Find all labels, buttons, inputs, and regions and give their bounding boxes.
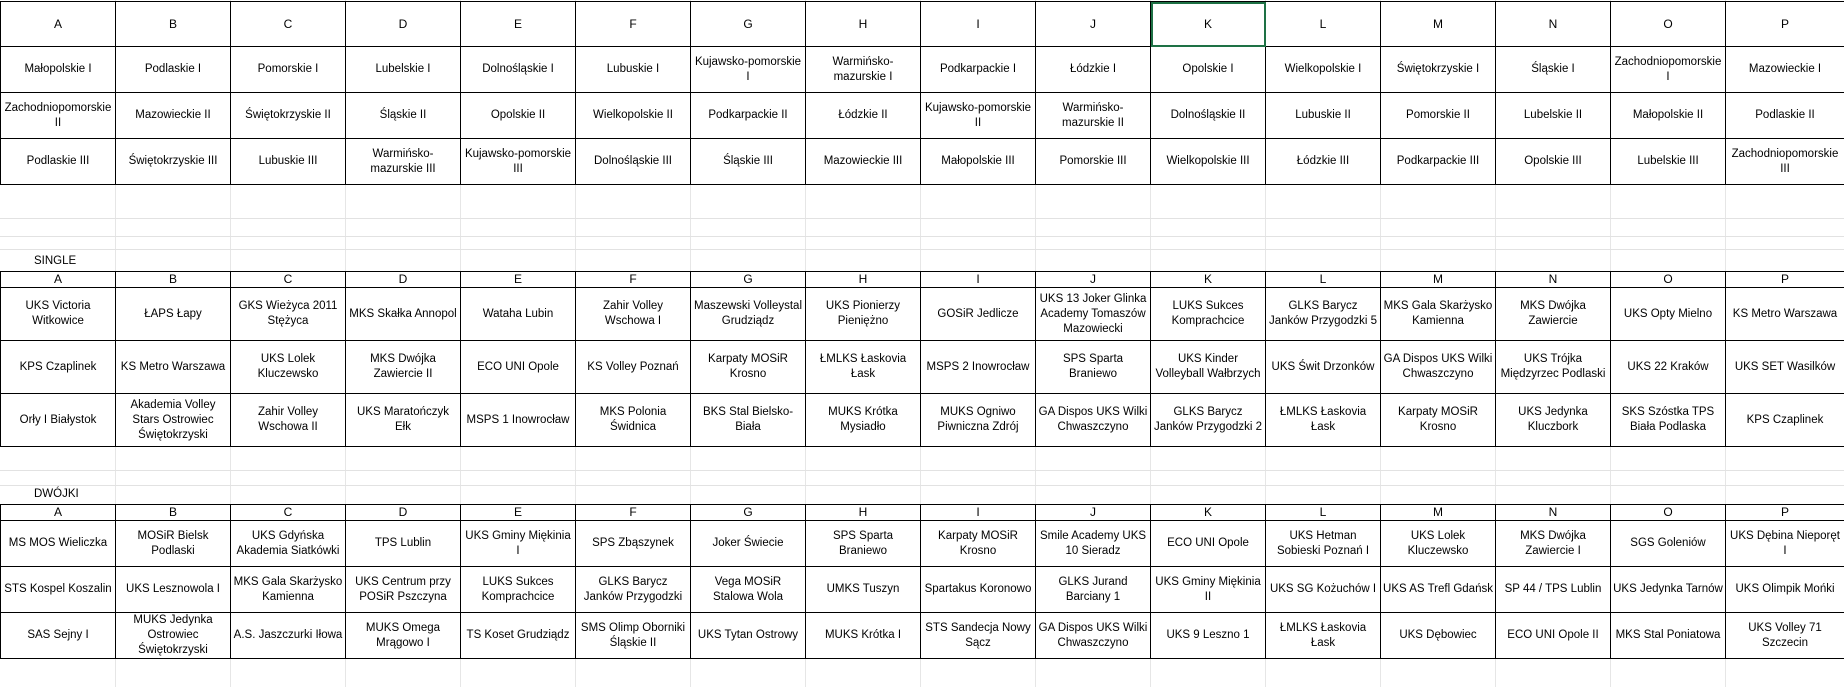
single-cell[interactable]: GLKS Barycz Janków Przygodzki 2 <box>1151 394 1266 447</box>
regions-cell[interactable]: Kujawsko-pomorskie I <box>691 47 806 93</box>
dwojki-cell[interactable]: UKS Hetman Sobieski Poznań I <box>1266 521 1381 567</box>
dwojki-cell[interactable]: UKS Lolek Kluczewsko <box>1381 521 1496 567</box>
dwojki-column-header[interactable]: J <box>1036 505 1151 521</box>
regions-cell[interactable]: Pomorskie II <box>1381 93 1496 139</box>
regions-cell[interactable]: Podlaskie II <box>1726 93 1844 139</box>
single-cell[interactable]: Zahir Volley Wschowa II <box>231 394 346 447</box>
single-header-row <box>1 272 1844 288</box>
dwojki-cell[interactable]: MUKS Krótka I <box>806 613 921 659</box>
single-cell[interactable]: UKS 13 Joker Glinka Academy Tomaszów Mazowiecki <box>1036 288 1151 341</box>
dwojki-cell[interactable]: ECO UNI Opole II <box>1496 613 1611 659</box>
single-cell[interactable]: UKS Opty Mielno <box>1611 288 1726 341</box>
dwojki-cell[interactable]: Vega MOSiR Stalowa Wola <box>691 567 806 613</box>
dwojki-column-header[interactable]: K <box>1151 505 1266 521</box>
dwojki-section-label: DWÓJKI <box>34 488 79 500</box>
dwojki-cell[interactable]: UKS Olimpik Mońki <box>1726 567 1844 613</box>
single-cell[interactable]: ŁMLKS Łaskovia Łask <box>806 341 921 394</box>
single-cell[interactable]: SKS Szóstka TPS Biała Podlaska <box>1611 394 1726 447</box>
regions-row <box>1 93 1844 139</box>
single-cell[interactable]: KS Volley Poznań <box>576 341 691 394</box>
dwojki-column-header[interactable]: M <box>1381 505 1496 521</box>
regions-cell[interactable]: Warmińsko-mazurskie II <box>1036 93 1151 139</box>
single-column-header[interactable]: E <box>461 272 576 288</box>
single-column-header[interactable]: N <box>1496 272 1611 288</box>
dwojki-cell[interactable]: MUKS Jedynka Ostrowiec Świętokrzyski <box>116 613 231 659</box>
regions-column-header[interactable]: G <box>691 2 806 47</box>
regions-cell[interactable]: Dolnośląskie III <box>576 139 691 185</box>
single-cell[interactable]: MSPS 2 Inowrocław <box>921 341 1036 394</box>
regions-cell[interactable]: Małopolskie I <box>1 47 116 93</box>
dwojki-column-header[interactable]: P <box>1726 505 1844 521</box>
dwojki-cell[interactable]: UMKS Tuszyn <box>806 567 921 613</box>
single-cell[interactable]: MUKS Ogniwo Piwniczna Zdrój <box>921 394 1036 447</box>
regions-cell[interactable]: Mazowieckie I <box>1726 47 1844 93</box>
regions-cell[interactable]: Małopolskie III <box>921 139 1036 185</box>
dwojki-cell[interactable]: MOSiR Bielsk Podlaski <box>116 521 231 567</box>
single-cell[interactable]: KS Metro Warszawa <box>1726 288 1844 341</box>
dwojki-column-header[interactable]: D <box>346 505 461 521</box>
single-column-header[interactable]: C <box>231 272 346 288</box>
single-cell[interactable]: GA Dispos UKS Wilki Chwaszczyno <box>1036 394 1151 447</box>
single-column-header[interactable]: I <box>921 272 1036 288</box>
single-cell[interactable]: KPS Czaplinek <box>1726 394 1844 447</box>
regions-cell[interactable]: Śląskie II <box>346 93 461 139</box>
single-cell[interactable]: UKS SET Wasilków <box>1726 341 1844 394</box>
regions-cell[interactable]: Opolskie I <box>1151 47 1266 93</box>
regions-cell[interactable]: Podkarpackie I <box>921 47 1036 93</box>
single-cell[interactable]: LUKS Sukces Komprachcice <box>1151 288 1266 341</box>
regions-cell[interactable]: Kujawsko-pomorskie III <box>461 139 576 185</box>
dwojki-cell[interactable]: Joker Świecie <box>691 521 806 567</box>
dwojki-cell[interactable]: SPS Sparta Braniewo <box>806 521 921 567</box>
dwojki-cell[interactable]: SGS Goleniów <box>1611 521 1726 567</box>
single-column-header[interactable]: M <box>1381 272 1496 288</box>
single-column-header[interactable]: A <box>1 272 116 288</box>
dwojki-cell[interactable]: UKS Dębina Nieporęt I <box>1726 521 1844 567</box>
single-cell[interactable]: MKS Skałka Annopol <box>346 288 461 341</box>
regions-column-header[interactable]: D <box>346 2 461 47</box>
dwojki-cell[interactable]: TPS Lublin <box>346 521 461 567</box>
dwojki-cell[interactable]: SPS Zbąszynek <box>576 521 691 567</box>
dwojki-cell[interactable]: MKS Dwójka Zawiercie I <box>1496 521 1611 567</box>
dwojki-column-header[interactable]: E <box>461 505 576 521</box>
regions-cell[interactable]: Pomorskie III <box>1036 139 1151 185</box>
dwojki-column-header[interactable]: H <box>806 505 921 521</box>
empty-row <box>0 236 1844 237</box>
single-column-header[interactable]: J <box>1036 272 1151 288</box>
single-cell[interactable]: Maszewski Volleystal Grudziądz <box>691 288 806 341</box>
single-cell[interactable]: UKS Lolek Kluczewsko <box>231 341 346 394</box>
dwojki-cell[interactable]: UKS 9 Leszno 1 <box>1151 613 1266 659</box>
regions-cell[interactable]: Lubuskie I <box>576 47 691 93</box>
dwojki-column-header[interactable]: O <box>1611 505 1726 521</box>
single-cell[interactable]: MKS Dwójka Zawiercie <box>1496 288 1611 341</box>
regions-cell[interactable]: Lubelskie II <box>1496 93 1611 139</box>
dwojki-cell[interactable]: GLKS Barycz Janków Przygodzki <box>576 567 691 613</box>
single-column-header[interactable]: L <box>1266 272 1381 288</box>
dwojki-cell[interactable]: SAS Sejny I <box>1 613 116 659</box>
single-cell[interactable]: GOSiR Jedlicze <box>921 288 1036 341</box>
dwojki-header-row <box>1 505 1844 521</box>
empty-row <box>0 485 1844 486</box>
regions-cell[interactable]: Wielkopolskie III <box>1151 139 1266 185</box>
regions-column-header[interactable]: B <box>116 2 231 47</box>
dwojki-row <box>1 613 1844 659</box>
regions-column-header[interactable]: F <box>576 2 691 47</box>
single-cell[interactable]: Wataha Lubin <box>461 288 576 341</box>
regions-cell[interactable]: Lubelskie III <box>1611 139 1726 185</box>
regions-cell[interactable]: Wielkopolskie II <box>576 93 691 139</box>
empty-row <box>0 218 1844 219</box>
single-row <box>1 341 1844 394</box>
regions-column-header[interactable]: L <box>1266 2 1381 47</box>
single-cell[interactable]: KPS Czaplinek <box>1 341 116 394</box>
dwojki-cell[interactable]: UKS Centrum przy POSiR Pszczyna <box>346 567 461 613</box>
dwojki-cell[interactable]: UKS Tytan Ostrowy <box>691 613 806 659</box>
dwojki-cell[interactable]: UKS Jedynka Tarnów <box>1611 567 1726 613</box>
dwojki-cell[interactable]: A.S. Jaszczurki Iłowa <box>231 613 346 659</box>
dwojki-cell[interactable]: Karpaty MOSiR Krosno <box>921 521 1036 567</box>
single-row <box>1 394 1844 447</box>
single-cell[interactable]: UKS Trójka Międzyrzec Podlaski <box>1496 341 1611 394</box>
dwojki-column-header[interactable]: L <box>1266 505 1381 521</box>
dwojki-cell[interactable]: UKS Gminy Miękinia I <box>461 521 576 567</box>
single-cell[interactable]: GLKS Barycz Janków Przygodzki 5 <box>1266 288 1381 341</box>
dwojki-column-header[interactable]: C <box>231 505 346 521</box>
single-column-header[interactable]: P <box>1726 272 1844 288</box>
regions-cell[interactable]: Podlaskie I <box>116 47 231 93</box>
dwojki-cell[interactable]: GA Dispos UKS Wilki Chwaszczyno <box>1036 613 1151 659</box>
dwojki-column-header[interactable]: B <box>116 505 231 521</box>
dwojki-cell[interactable]: UKS AS Trefl Gdańsk <box>1381 567 1496 613</box>
dwojki-cell[interactable]: UKS Dębowiec <box>1381 613 1496 659</box>
single-cell[interactable]: Karpaty MOSiR Krosno <box>691 341 806 394</box>
regions-column-header[interactable]: N <box>1496 2 1611 47</box>
dwojki-cell[interactable]: Smile Academy UKS 10 Sieradz <box>1036 521 1151 567</box>
empty-row <box>0 249 1844 250</box>
dwojki-table <box>0 504 1844 659</box>
regions-cell[interactable]: Małopolskie II <box>1611 93 1726 139</box>
dwojki-column-header[interactable]: A <box>1 505 116 521</box>
dwojki-cell[interactable]: MS MOS Wieliczka <box>1 521 116 567</box>
empty-row <box>0 470 1844 471</box>
single-cell[interactable]: UKS Kinder Volleyball Wałbrzych <box>1151 341 1266 394</box>
single-cell[interactable]: MKS Dwójka Zawiercie II <box>346 341 461 394</box>
dwojki-cell[interactable]: UKS Volley 71 Szczecin <box>1726 613 1844 659</box>
dwojki-cell[interactable]: STS Kospel Koszalin <box>1 567 116 613</box>
dwojki-column-header[interactable]: N <box>1496 505 1611 521</box>
single-section-label: SINGLE <box>34 255 77 267</box>
regions-column-header[interactable]: I <box>921 2 1036 47</box>
regions-cell[interactable]: Świętokrzyskie I <box>1381 47 1496 93</box>
dwojki-cell[interactable]: STS Sandecja Nowy Sącz <box>921 613 1036 659</box>
single-cell[interactable]: UKS Pionierzy Pieniężno <box>806 288 921 341</box>
dwojki-cell[interactable]: UKS Gdyńska Akademia Siatkówki <box>231 521 346 567</box>
dwojki-cell[interactable]: ECO UNI Opole <box>1151 521 1266 567</box>
dwojki-cell[interactable]: TS Koset Grudziądz <box>461 613 576 659</box>
single-cell[interactable]: Akademia Volley Stars Ostrowiec Świętokrzyski <box>116 394 231 447</box>
regions-cell[interactable]: Łódzkie II <box>806 93 921 139</box>
regions-cell[interactable]: Opolskie III <box>1496 139 1611 185</box>
dwojki-cell[interactable]: SMS Olimp Oborniki Śląskie II <box>576 613 691 659</box>
single-cell[interactable]: ŁAPS Łapy <box>116 288 231 341</box>
regions-column-header[interactable]: K <box>1151 2 1266 47</box>
regions-column-header[interactable]: C <box>231 2 346 47</box>
single-cell[interactable]: UKS Victoria Witkowice <box>1 288 116 341</box>
dwojki-row <box>1 567 1844 613</box>
dwojki-cell[interactable]: UKS Lesznowola I <box>116 567 231 613</box>
single-cell[interactable]: BKS Stal Bielsko-Biała <box>691 394 806 447</box>
dwojki-cell[interactable]: MKS Stal Poniatowa <box>1611 613 1726 659</box>
regions-cell[interactable]: Kujawsko-pomorskie II <box>921 93 1036 139</box>
regions-column-header[interactable]: P <box>1726 2 1844 47</box>
dwojki-cell[interactable]: MUKS Omega Mrągowo I <box>346 613 461 659</box>
dwojki-row <box>1 521 1844 567</box>
single-column-header[interactable]: K <box>1151 272 1266 288</box>
single-cell[interactable]: SPS Sparta Braniewo <box>1036 341 1151 394</box>
regions-cell[interactable]: Zachodniopomorskie III <box>1726 139 1844 185</box>
regions-column-header[interactable]: J <box>1036 2 1151 47</box>
dwojki-column-header[interactable]: F <box>576 505 691 521</box>
single-cell[interactable]: ŁMLKS Łaskovia Łask <box>1266 394 1381 447</box>
dwojki-column-header[interactable]: G <box>691 505 806 521</box>
regions-cell[interactable]: Zachodniopomorskie II <box>1 93 116 139</box>
single-column-header[interactable]: D <box>346 272 461 288</box>
regions-cell[interactable]: Opolskie II <box>461 93 576 139</box>
single-cell[interactable]: UKS Świt Drzonków <box>1266 341 1381 394</box>
regions-cell[interactable]: Świętokrzyskie III <box>116 139 231 185</box>
single-cell[interactable]: MKS Polonia Świdnica <box>576 394 691 447</box>
single-cell[interactable]: Zahir Volley Wschowa I <box>576 288 691 341</box>
regions-cell[interactable]: Zachodniopomorskie I <box>1611 47 1726 93</box>
single-cell[interactable]: MUKS Krótka Mysiadło <box>806 394 921 447</box>
regions-cell[interactable]: Wielkopolskie I <box>1266 47 1381 93</box>
single-column-header[interactable]: H <box>806 272 921 288</box>
single-column-header[interactable]: O <box>1611 272 1726 288</box>
dwojki-cell[interactable]: LUKS Sukces Komprachcice <box>461 567 576 613</box>
regions-cell[interactable]: Podkarpackie III <box>1381 139 1496 185</box>
regions-header-row <box>1 2 1844 47</box>
single-column-header[interactable]: G <box>691 272 806 288</box>
regions-cell[interactable]: Łódzkie III <box>1266 139 1381 185</box>
single-column-header[interactable]: F <box>576 272 691 288</box>
dwojki-cell[interactable]: GLKS Jurand Barciany 1 <box>1036 567 1151 613</box>
regions-column-header[interactable]: H <box>806 2 921 47</box>
single-cell[interactable]: UKS Jedynka Kluczbork <box>1496 394 1611 447</box>
dwojki-column-header[interactable]: I <box>921 505 1036 521</box>
regions-cell[interactable]: Świętokrzyskie II <box>231 93 346 139</box>
regions-cell[interactable]: Śląskie III <box>691 139 806 185</box>
dwojki-cell[interactable]: SP 44 / TPS Lublin <box>1496 567 1611 613</box>
single-cell[interactable]: ECO UNI Opole <box>461 341 576 394</box>
regions-cell[interactable]: Lubelskie I <box>346 47 461 93</box>
single-cell[interactable]: MSPS 1 Inowrocław <box>461 394 576 447</box>
single-cell[interactable]: GA Dispos UKS Wilki Chwaszczyno <box>1381 341 1496 394</box>
single-cell[interactable]: KS Metro Warszawa <box>116 341 231 394</box>
regions-cell[interactable]: Dolnośląskie II <box>1151 93 1266 139</box>
single-cell[interactable]: MKS Gala Skarżysko Kamienna <box>1381 288 1496 341</box>
regions-row <box>1 47 1844 93</box>
single-cell[interactable]: Orły I Białystok <box>1 394 116 447</box>
dwojki-cell[interactable]: Spartakus Koronowo <box>921 567 1036 613</box>
dwojki-cell[interactable]: ŁMLKS Łaskovia Łask <box>1266 613 1381 659</box>
dwojki-cell[interactable]: MKS Gala Skarżysko Kamienna <box>231 567 346 613</box>
dwojki-cell[interactable]: UKS Gminy Miękinia II <box>1151 567 1266 613</box>
regions-column-header[interactable]: A <box>1 2 116 47</box>
regions-column-header[interactable]: E <box>461 2 576 47</box>
regions-cell[interactable]: Lubuskie II <box>1266 93 1381 139</box>
dwojki-cell[interactable]: UKS SG Kożuchów I <box>1266 567 1381 613</box>
single-cell[interactable]: UKS Maratończyk Ełk <box>346 394 461 447</box>
single-cell[interactable]: UKS 22 Kraków <box>1611 341 1726 394</box>
regions-cell[interactable]: Mazowieckie II <box>116 93 231 139</box>
regions-cell[interactable]: Podlaskie III <box>1 139 116 185</box>
regions-cell[interactable]: Mazowieckie III <box>806 139 921 185</box>
regions-cell[interactable]: Śląskie I <box>1496 47 1611 93</box>
regions-cell[interactable]: Pomorskie I <box>231 47 346 93</box>
regions-cell[interactable]: Warmińsko-mazurskie I <box>806 47 921 93</box>
regions-cell[interactable]: Podkarpackie II <box>691 93 806 139</box>
regions-row <box>1 139 1844 185</box>
regions-cell[interactable]: Łódzkie I <box>1036 47 1151 93</box>
regions-cell[interactable]: Lubuskie III <box>231 139 346 185</box>
single-cell[interactable]: Karpaty MOSiR Krosno <box>1381 394 1496 447</box>
single-row <box>1 288 1844 341</box>
regions-cell[interactable]: Dolnośląskie I <box>461 47 576 93</box>
single-column-header[interactable]: B <box>116 272 231 288</box>
regions-column-header[interactable]: M <box>1381 2 1496 47</box>
regions-column-header[interactable]: O <box>1611 2 1726 47</box>
single-cell[interactable]: GKS Wieżyca 2011 Stężyca <box>231 288 346 341</box>
regions-table <box>0 1 1844 185</box>
single-table <box>0 271 1844 447</box>
regions-cell[interactable]: Warmińsko-mazurskie III <box>346 139 461 185</box>
